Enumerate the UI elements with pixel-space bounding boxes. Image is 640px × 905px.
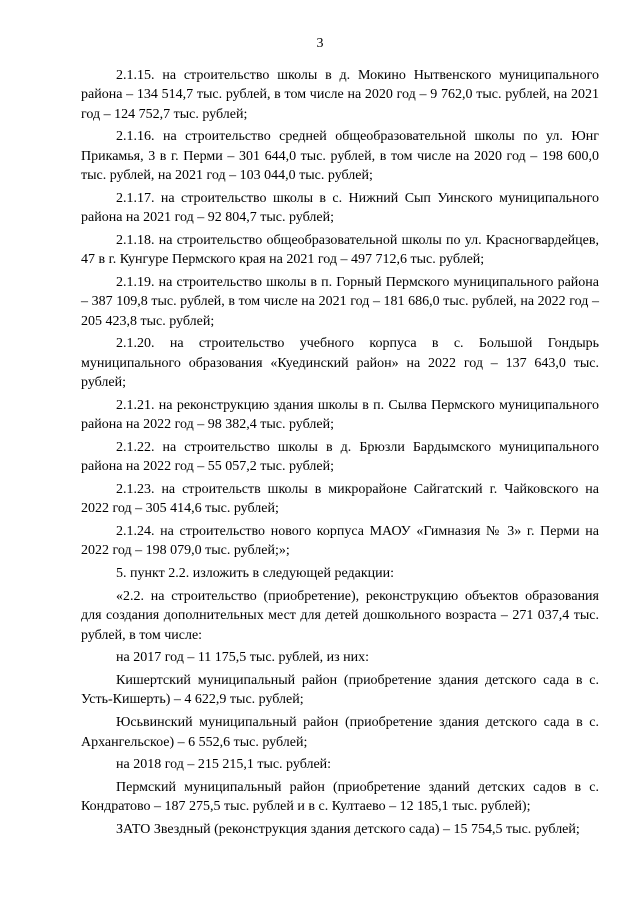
document-body (81, 66, 599, 839)
paragraph-yusva: Юсьвинский муниципальный район (приобретение здания детского сада в с. Архангельское) – 6 552,6 тыс. рублей; (81, 715, 599, 750)
paragraph-kishert: Кишертский муниципальный район (приобретение здания детского сада в с. Усть-Кишерть) – 4 622,9 тыс. рублей; (81, 673, 599, 708)
paragraph-2-1-21: 2.1.21. на реконструкцию здания школы в п. Сылва Пермского муниципального района на 2022 год – 98 382,4 тыс. рублей; (81, 397, 599, 433)
paragraph-2-1-17: 2.1.17. на строительство школы в с. Нижний Сып Уинского муниципального района на 2021 год – 92 804,7 тыс. рублей; (81, 190, 599, 226)
paragraph-2-1-15: 2.1.15. на строительство школы в д. Мокино Нытвенского муниципального района – 134 514,7 тыс. рублей, в том числе на 2020 год – 9 762,0 тыс. рублей, на 2021 год – 124 752,7 тыс. рублей; (81, 68, 599, 122)
paragraph-year-2018: на 2018 год – 215 215,1 тыс. рублей: (116, 757, 332, 773)
paragraph-2-1-23: 2.1.23. на строительств школы в микрорайоне Сайгатский г. Чайковского на 2022 год – 305 414,6 тыс. рублей; (81, 481, 599, 517)
paragraph-2-1-16: 2.1.16. на строительство средней общеобразовательной школы по ул. Юнг Прикамья, 3 в г. Перми – 301 644,0 тыс. рублей, в том числе на 2020 год – 198 600,0 тыс. рублей, на 2021 год – 103 044,0 тыс. рублей; (81, 129, 599, 183)
page-number: 3 (316, 36, 324, 51)
paragraph-amendment-5: 5. пункт 2.2. изложить в следующей редакции: (116, 566, 394, 582)
paragraph-zato-zvezdny: ЗАТО Звездный (реконструкция здания детского сада) – 15 754,5 тыс. рублей; (116, 822, 580, 838)
paragraph-2-1-20: 2.1.20. на строительство учебного корпуса в с. Большой Гондырь муниципального образования «Куединский район» на 2022 год – 137 643,0 тыс. рублей; (81, 336, 599, 390)
paragraph-2-1-19: 2.1.19. на строительство школы в п. Горный Пермского муниципального района – 387 109,8 тыс. рублей, в том числе на 2021 год – 181 686,0 тыс. рублей, на 2022 год – 205 423,8 тыс. рублей; (81, 274, 599, 329)
paragraph-2-1-18: 2.1.18. на строительство общеобразовательной школы по ул. Красногвардейцев, 47 в г. Кунгуре Пермского края на 2021 год – 497 712,6 тыс. рублей; (81, 232, 599, 268)
paragraph-perm-district: Пермский муниципальный район (приобретение зданий детских садов в с. Кондратово – 187 275,5 тыс. рублей и в с. Култаево – 12 185,1 тыс. рублей); (81, 780, 599, 815)
paragraph-2-2: «2.2. на строительство (приобретение), реконструкцию объектов образования для создания дополнительных мест для детей дошкольного возраста – 271 037,4 тыс. рублей, в том числе: (81, 588, 599, 643)
paragraph-year-2017: на 2017 год – 11 175,5 тыс. рублей, из них: (116, 650, 370, 666)
paragraph-2-1-22: 2.1.22. на строительство школы в д. Брюзли Бардымского муниципального района на 2022 год – 55 057,2 тыс. рублей; (81, 439, 599, 475)
paragraph-2-1-24: 2.1.24. на строительство нового корпуса МАОУ «Гимназия № 3» г. Перми на 2022 год – 198 079,0 тыс. рублей;»; (81, 524, 599, 559)
